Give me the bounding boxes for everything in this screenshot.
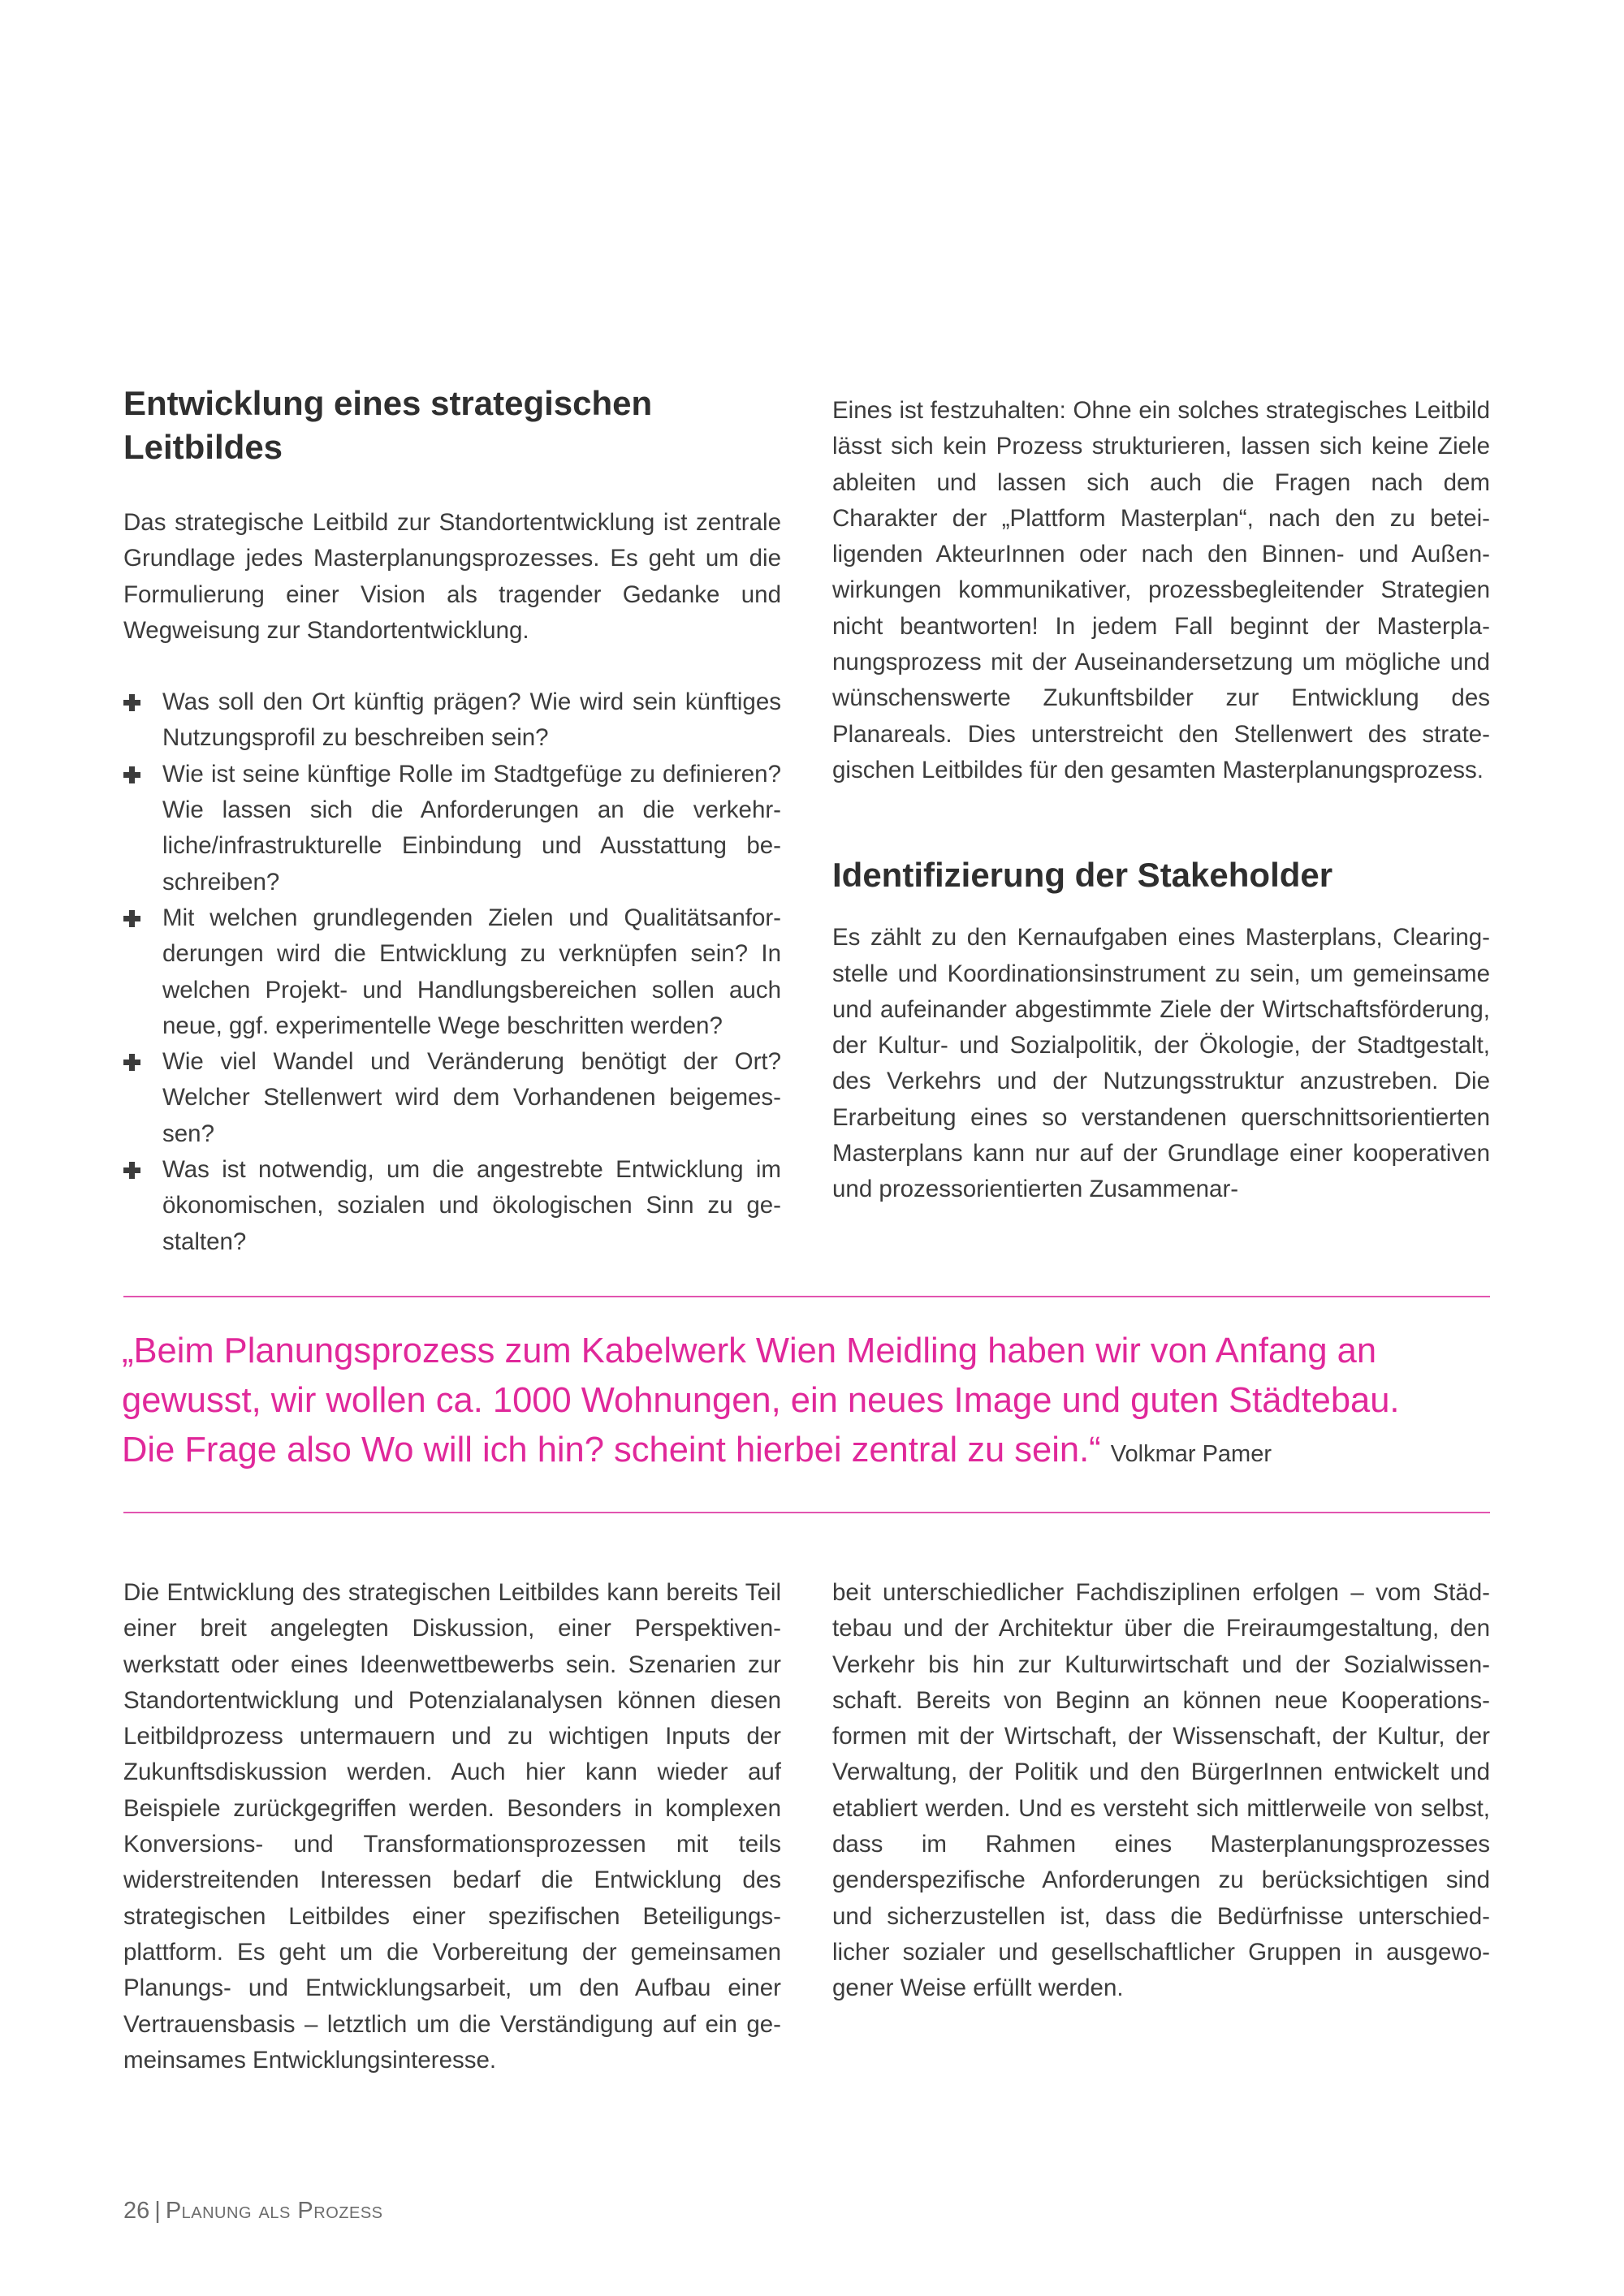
stakeholder-paragraph: Es zählt zu den Kernaufgaben eines Masterplans, Clearingstelle und Koordinationsinstrument zu sein, um gemeinsame und aufeinander abgestimmte Ziele der Wirtschaftsförderung, der Kultur- und Sozialpolitik, der Ökologie, der Stadtgestalt, des Verkehrs und der Nutzungsstruktur anzustreben. Die Erarbeitung eines so verstandenen querschnittsorientierten Masterplans kann nur auf der Grundlage einer kooperativen und prozessorientierten Zusammenar-: [832, 924, 1490, 1203]
footer-separator: |: [154, 2198, 161, 2224]
disciplines-paragraph: beit unterschiedlicher Fachdisziplinen erfolgen – vom Städtebau und der Architektur über die Freiraumgestaltung, den Verkehr bis hin zur Kulturwirtschaft und der Sozialwissenschaft. Bereits von Beginn an können neue Kooperationsformen mit der Wirtschaft, der Wissenschaft, der Kultur, der Verwaltung, der Politik und den BürgerInnen entwickelt und etabliert werden. Und es versteht sich mittlerweile von selbst, dass im Rahmen eines Masterplanungsprozesses genderspezifische Anforderungen zu berücksichtigen sind und sicherzustellen ist, dass die Bedürfnisse unterschiedlicher sozialer und gesellschaftlicher Gruppen in ausgewogener Weise erfüllt werden.: [832, 1579, 1490, 2002]
quote-rule-top: [123, 1296, 1490, 1297]
list-item: Wie viel Wandel und Veränderung benötigt der Ort? Welcher Stellenwert wird dem Vorhandenen beigemessen?: [123, 1044, 781, 1152]
leitbild-paragraph: Eines ist festzuhalten: Ohne ein solches strategisches Leitbild lässt sich kein Prozess strukturieren, lassen sich keine Ziele ableiten und lassen sich auch die Fragen nach dem Charakter der „Plattform Masterplan“, nach den zu beteiligenden AkteurInnen oder nach den Binnen- und Außenwirkungen kommunikativer, prozessbegleitender Strategien nicht beantworten! In jedem Fall beginnt der Masterplanungsprozess mit der Auseinandersetzung um mögliche und wünschenswerte Zukunftsbilder zur Entwicklung des Planareals. Dies unterstreicht den Stellenwert des strategischen Leitbildes für den gesamten Masterplanungsprozess.: [832, 397, 1490, 783]
plus-icon: [123, 1054, 140, 1071]
pull-quote: [122, 1327, 1502, 1479]
page-footer: [123, 2198, 383, 2225]
quote-line: gewusst, wir wollen ca. 1000 Wohnungen, ein neues Image und guten Städtebau.: [122, 1381, 1400, 1420]
right-column-top: [832, 393, 1490, 1208]
page-number: 26: [123, 2198, 150, 2224]
list-item: Was ist notwendig, um die angestrebte Entwicklung im ökonomischen, sozialen und ökologischen Sinn zu gestalten?: [123, 1152, 781, 1260]
chapter-title: Planung als Prozess: [165, 2198, 383, 2224]
discussion-paragraph: Die Entwicklung des strategischen Leitbildes kann bereits Teil einer breit angelegten Diskussion, einer Perspektivenwerkstatt oder eines Ideenwettbewerbs sein. Szenarien zur Standortentwicklung und Potenzialanalysen können diesen Leitbildprozess untermauern und zu wichtigen Inputs der Zukunftsdiskussion werden. Auch hier kann wieder auf Beispiele zurückgegriffen werden. Besonders in komplexen Konversions- und Transformationsprozessen mit teils widerstreitenden Interessen bedarf die Entwicklung des strategischen Leitbildes einer spezifischen Beteiligungsplattform. Es geht um die Vorbereitung der gemeinsamen Planungs- und Entwicklungsarbeit, um den Aufbau einer Vertrauensbasis – letztlich um die Verständigung auf ein gemeinsames Entwicklungsinteresse.: [123, 1579, 781, 2074]
list-item: Wie ist seine künftige Rolle im Stadtgefüge zu definieren? Wie lassen sich die Anforderungen an die verkehrliche/infrastrukturelle Einbindung und Ausstattung beschreiben?: [123, 757, 781, 900]
right-column-bottom: [832, 1575, 1490, 2007]
quote-rule-bottom: [123, 1512, 1490, 1513]
section-heading-stakeholder: Identifizierung der Stakeholder: [832, 856, 1333, 895]
section-heading-leitbild: Entwicklung eines strategischen Leitbildes: [123, 384, 653, 466]
plus-icon: [123, 766, 140, 783]
list-item: Mit welchen grundlegenden Zielen und Qualitätsanforderungen wird die Entwicklung zu verknüpfen sein? In welchen Projekt- und Handlungsbereichen sollen auch neue, ggf. experimentelle Wege beschritten werden?: [123, 900, 781, 1044]
plus-icon: [123, 1162, 140, 1179]
quote-line: „Beim Planungsprozess zum Kabelwerk Wien Meidling haben wir von Anfang an: [122, 1331, 1377, 1370]
plus-icon: [123, 694, 140, 711]
left-column-bottom: [123, 1575, 781, 2078]
list-item: Was soll den Ort künftig prägen? Wie wird sein künftiges Nutzungsprofil zu beschreiben sein?: [123, 684, 781, 757]
intro-paragraph: Das strategische Leitbild zur Standortentwicklung ist zentrale Grundlage jedes Masterplanungsprozesses. Es geht um die Formulierung einer Vision als tragender Gedanke und Wegweisung zur Standortentwicklung.: [123, 509, 781, 644]
left-column-top: [123, 382, 781, 1260]
quote-line-last: Die Frage also Wo will ich hin? scheint hierbei zentral zu sein.“ Volkmar Pamer: [122, 1431, 1272, 1470]
plus-icon: [123, 910, 140, 927]
question-list: [123, 684, 781, 1260]
quote-author: Volkmar Pamer: [1110, 1441, 1272, 1467]
